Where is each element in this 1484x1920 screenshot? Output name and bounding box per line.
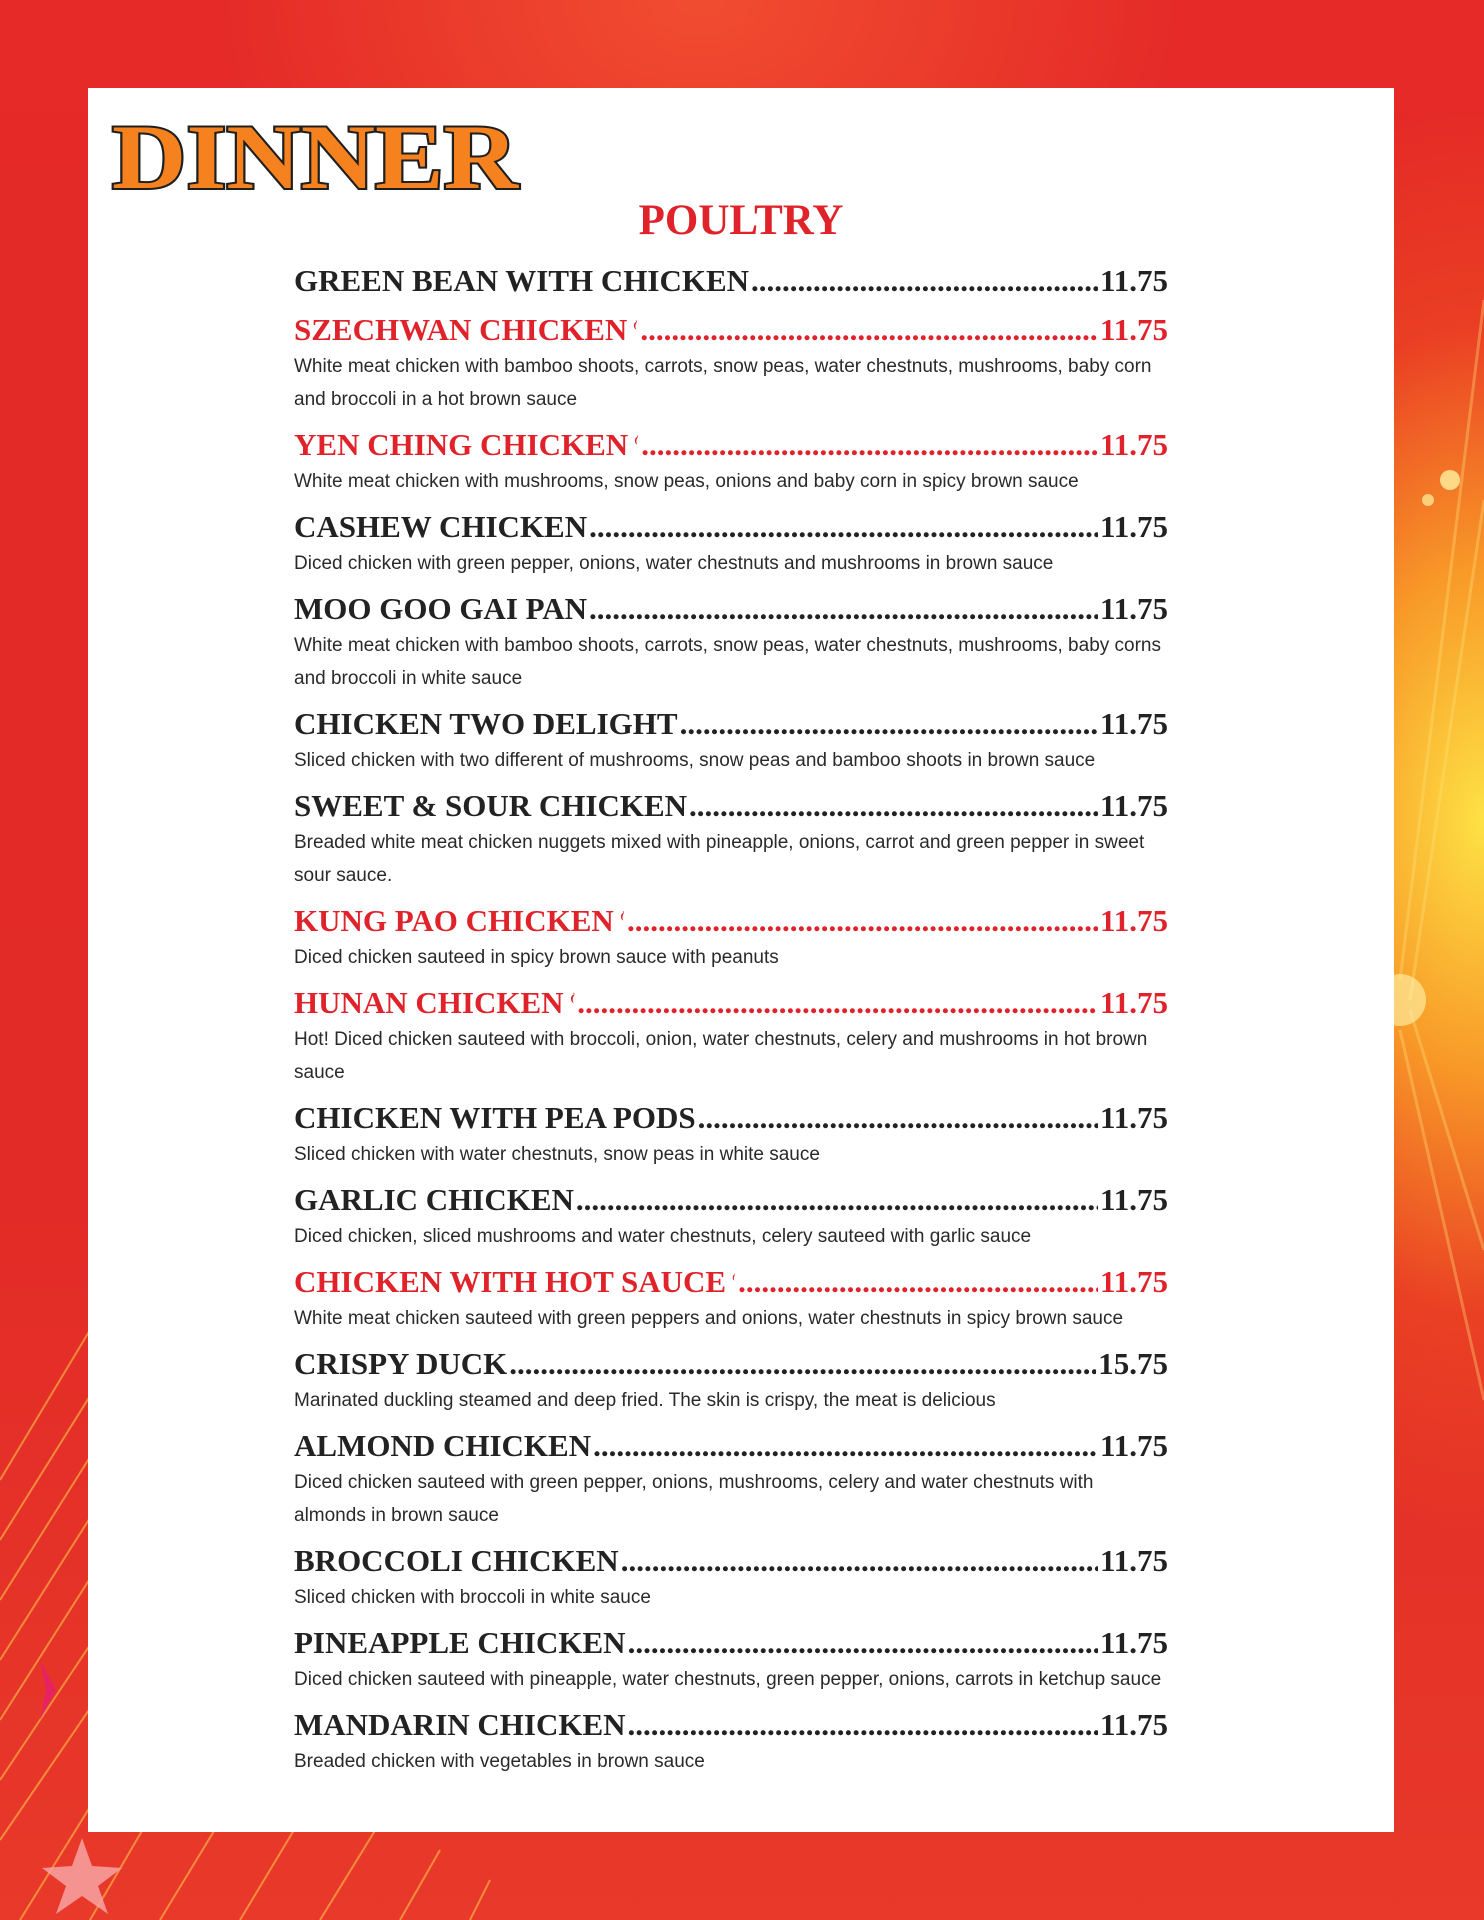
menu-item-name: MOO GOO GAI PAN [294, 591, 588, 626]
menu-item [294, 1343, 1168, 1417]
menu-item-name: CASHEW CHICKEN [294, 509, 588, 544]
menu-item-name: HUNAN CHICKEN [294, 985, 564, 1020]
menu-item [294, 1097, 1168, 1171]
menu-item [294, 1704, 1168, 1778]
dot-leader [628, 1622, 1098, 1663]
menu-item-price: 11.75 [1099, 788, 1168, 823]
menu-item-row [294, 1425, 1168, 1466]
menu-item-row [294, 309, 1168, 350]
menu-item [294, 785, 1168, 892]
menu-item-name: ALMOND CHICKEN [294, 1428, 592, 1463]
menu-item-description: White meat chicken with bamboo shoots, carrots, snow peas, water chestnuts, mushrooms, baby corn and broccoli in a hot brown sauce [294, 356, 1152, 410]
menu-item-description: Marinated duckling steamed and deep fried. The skin is crispy, the meat is delicious [294, 1390, 996, 1411]
menu-item-price: 11.75 [1099, 427, 1168, 462]
menu-item-price: 11.75 [1099, 1264, 1168, 1299]
menu-item-description: Diced chicken sauteed with pineapple, water chestnuts, green pepper, onions, carrots in ketchup sauce [294, 1669, 1162, 1690]
chili-pepper-icon [570, 983, 576, 1013]
menu-item [294, 588, 1168, 695]
menu-item-description: Breaded chicken with vegetables in brown sauce [294, 1751, 705, 1772]
dot-leader [698, 1097, 1098, 1138]
dinner-logo [108, 106, 528, 206]
menu-item [294, 1622, 1168, 1696]
menu-item-description: Diced chicken, sliced mushrooms and water chestnuts, celery sauteed with garlic sauce [294, 1226, 1032, 1247]
menu-item-description: Diced chicken with green pepper, onions, water chestnuts and mushrooms in brown sauce [294, 553, 1054, 574]
menu-item [294, 260, 1168, 301]
menu-item-name: KUNG PAO CHICKEN [294, 903, 614, 938]
menu-item-name: SWEET & SOUR CHICKEN [294, 788, 688, 823]
menu-item-price: 11.75 [1099, 1707, 1168, 1742]
menu-item [294, 1540, 1168, 1614]
menu-item-name: YEN CHING CHICKEN [294, 427, 629, 462]
dot-leader [509, 1343, 1096, 1384]
menu-item-description: White meat chicken with mushrooms, snow peas, onions and baby corn in spicy brown sauce [294, 471, 1079, 492]
menu-item [294, 982, 1168, 1089]
chili-pepper-icon [633, 310, 638, 340]
menu-item-row [294, 1540, 1168, 1581]
dot-leader [738, 1261, 1098, 1302]
dot-leader [640, 309, 1098, 350]
menu-item [294, 506, 1168, 580]
menu-item-price: 11.75 [1099, 706, 1168, 741]
menu-item-row [294, 1343, 1168, 1384]
menu-item [294, 1425, 1168, 1532]
menu-item-row [294, 260, 1168, 301]
dot-leader [589, 506, 1098, 547]
menu-item-description: Diced chicken sauteed with green pepper, onions, mushrooms, celery and water chestnuts with almonds in brown sauce [294, 1472, 1094, 1526]
menu-item-price: 11.75 [1099, 1182, 1168, 1217]
menu-item-name: GARLIC CHICKEN [294, 1182, 574, 1217]
menu-item-name: PINEAPPLE CHICKEN [294, 1625, 626, 1660]
menu-panel [88, 88, 1394, 1832]
dot-leader [751, 260, 1098, 301]
menu-item-description: Sliced chicken with water chestnuts, snow peas in white sauce [294, 1144, 820, 1165]
menu-item-name: SZECHWAN CHICKEN [294, 312, 628, 347]
menu-item-row [294, 703, 1168, 744]
dot-leader [593, 1425, 1098, 1466]
chili-pepper-icon [620, 901, 625, 931]
menu-item-description: Hot! Diced chicken sauteed with broccoli, onion, water chestnuts, celery and mushrooms in hot brown sauce [294, 1029, 1148, 1083]
menu-item-description: Diced chicken sauteed in spicy brown sauce with peanuts [294, 947, 779, 968]
dot-leader [680, 703, 1098, 744]
menu-item-description: White meat chicken with bamboo shoots, carrots, snow peas, water chestnuts, mushrooms, baby corns and broccoli in white sauce [294, 635, 1161, 689]
menu-list [294, 260, 1168, 1786]
menu-item-name: BROCCOLI CHICKEN [294, 1543, 619, 1578]
menu-item-row [294, 588, 1168, 629]
menu-item-price: 11.75 [1099, 1543, 1168, 1578]
dot-leader [577, 982, 1098, 1023]
menu-item-row [294, 1261, 1168, 1302]
menu-item-price: 11.75 [1099, 903, 1168, 938]
dot-leader [589, 588, 1098, 629]
menu-item-description: White meat chicken sauteed with green peppers and onions, water chestnuts in spicy brown sauce [294, 1308, 1124, 1329]
dot-leader [621, 1540, 1098, 1581]
menu-item-name: CHICKEN WITH PEA PODS [294, 1100, 696, 1135]
menu-item [294, 1179, 1168, 1253]
menu-item-name: GREEN BEAN WITH CHICKEN [294, 263, 750, 298]
logo-text: DINNER [112, 106, 520, 206]
menu-item-description: Sliced chicken with two different of mushrooms, snow peas and bamboo shoots in brown sauce [294, 750, 1096, 771]
menu-item-price: 11.75 [1099, 263, 1168, 298]
menu-item-row [294, 506, 1168, 547]
menu-item-price: 11.75 [1099, 985, 1168, 1020]
menu-item-row [294, 785, 1168, 826]
dot-leader [689, 785, 1098, 826]
menu-item-name: CRISPY DUCK [294, 1346, 508, 1381]
menu-item [294, 424, 1168, 498]
chili-pepper-icon [732, 1262, 736, 1292]
menu-item-description: Breaded white meat chicken nuggets mixed with pineapple, onions, carrot and green pepper in sweet sour sauce. [294, 832, 1145, 886]
menu-item-row [294, 1179, 1168, 1220]
menu-item-name: CHICKEN TWO DELIGHT [294, 706, 678, 741]
dot-leader [628, 1704, 1098, 1745]
menu-item-price: 11.75 [1099, 1100, 1168, 1135]
menu-item-price: 15.75 [1098, 1346, 1168, 1381]
dot-leader [641, 424, 1098, 465]
menu-item-price: 11.75 [1099, 591, 1168, 626]
menu-item-row [294, 1097, 1168, 1138]
menu-item-price: 11.75 [1099, 312, 1168, 347]
menu-item [294, 900, 1168, 974]
dot-leader [576, 1179, 1098, 1220]
menu-item [294, 1261, 1168, 1335]
menu-item-row [294, 424, 1168, 465]
section-title: POULTRY [638, 197, 844, 244]
menu-item-price: 11.75 [1099, 1428, 1168, 1463]
menu-item-row [294, 1704, 1168, 1745]
chili-pepper-icon [634, 425, 639, 455]
menu-item-row [294, 1622, 1168, 1663]
menu-item-price: 11.75 [1099, 509, 1168, 544]
menu-item-price: 11.75 [1099, 1625, 1168, 1660]
menu-item-description: Sliced chicken with broccoli in white sauce [294, 1587, 651, 1608]
menu-item-name: CHICKEN WITH HOT SAUCE [294, 1264, 727, 1299]
menu-item-row [294, 900, 1168, 941]
menu-item-row [294, 982, 1168, 1023]
dot-leader [627, 900, 1098, 941]
menu-item [294, 703, 1168, 777]
menu-item [294, 309, 1168, 416]
menu-item-name: MANDARIN CHICKEN [294, 1707, 626, 1742]
